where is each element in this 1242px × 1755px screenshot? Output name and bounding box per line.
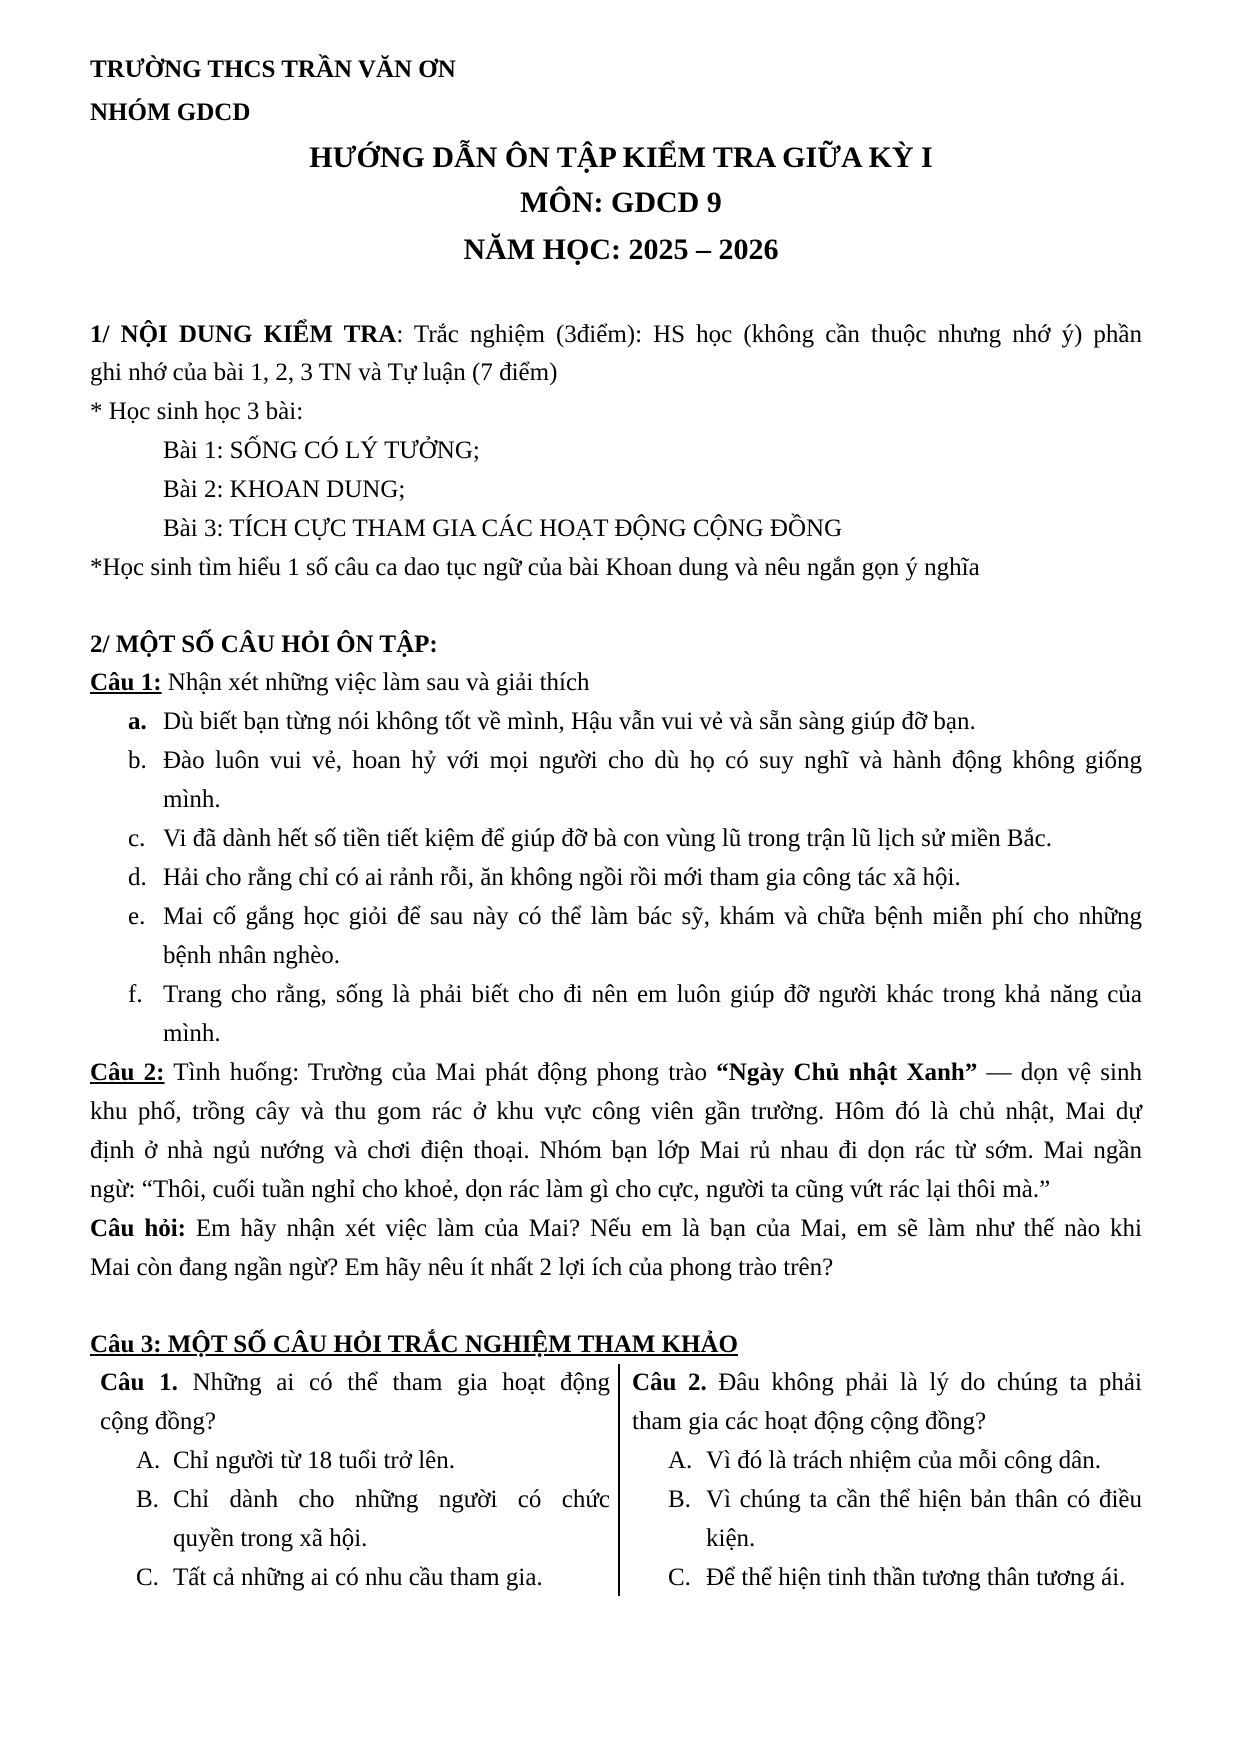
mc-right-label: Câu 2. [632, 1369, 707, 1396]
q1-label: Câu 1: [90, 669, 162, 696]
section1-line2: ghi nhớ của bài 1, 2, 3 TN và Tự luận (7 điểm) [90, 359, 558, 386]
section3-label: Câu 3: [90, 1331, 162, 1358]
mc-right-option-b-text-cont: kiện. [706, 1525, 756, 1552]
q2-campaign-name: “Ngày Chủ nhật Xanh” [716, 1059, 978, 1086]
q1-item-f-letter: f. [128, 981, 143, 1008]
q1-item-a-text: Dù biết bạn từng nói không tốt về mình, Hậu vẫn vui vẻ và sẵn sàng giúp đỡ bạn. [163, 708, 976, 735]
q2-line1 [90, 1058, 1142, 1088]
mc-left-option-b-letter: B. [136, 1486, 159, 1513]
q2-line1-post: — dọn vệ sinh [977, 1059, 1142, 1086]
section1-note: *Học sinh tìm hiểu 1 số câu ca dao tục ngữ của bài Khoan dung và nêu ngắn gọn ý nghĩa [90, 554, 980, 581]
q1-item-d-text: Hải cho rằng chỉ có ai rảnh rỗi, ăn không ngồi rồi mới tham gia công tác xã hội. [163, 864, 961, 891]
document-subject: MÔN: GDCD 9 [520, 186, 722, 219]
q2-ask-label: Câu hỏi: [90, 1215, 187, 1242]
mc-right-option-c-letter: C. [668, 1564, 691, 1591]
mc-left-option-b-text: Chỉ dành cho những người có chức [173, 1486, 610, 1513]
lesson-2: Bài 2: KHOAN DUNG; [163, 476, 406, 503]
section1-line1 [90, 320, 1142, 350]
q2-line4: ngừ: “Thôi, cuối tuần nghỉ cho khoẻ, dọn rác làm gì cho cực, người ta cũng vứt rác lại thôi mà.” [90, 1176, 1051, 1203]
document-year: NĂM HỌC: 2025 – 2026 [463, 233, 779, 266]
section1-intro: * Học sinh học 3 bài: [90, 398, 304, 425]
q1-item-c-letter: c. [128, 825, 146, 852]
q1-item-e-text-cont: bệnh nhân nghèo. [163, 942, 341, 969]
q2-line3: định ở nhà ngủ nướng và chơi điện thoại. Nhóm bạn lớp Mai rủ nhau đi dọn rác từ sớm. Mai ngần [90, 1137, 1142, 1164]
section2-heading: 2/ MỘT SỐ CÂU HỎI ÔN TẬP: [90, 631, 438, 658]
document-title: HƯỚNG DẪN ÔN TẬP KIỂM TRA GIỮA KỲ I [309, 141, 933, 174]
mc-left-option-a-text: Chỉ người từ 18 tuổi trở lên. [173, 1447, 456, 1474]
q1-item-b-text-cont: mình. [163, 786, 221, 813]
mc-left-label: Câu 1. [100, 1369, 178, 1396]
mc-left-line2: cộng đồng? [100, 1408, 216, 1435]
mc-left-option-b-text-cont: quyền trong xã hội. [173, 1525, 368, 1552]
mc-left-option-c-text: Tất cả những ai có nhu cầu tham gia. [173, 1564, 543, 1591]
mc-left-option-c-letter: C. [136, 1564, 159, 1591]
q1-item-d-letter: d. [128, 864, 147, 891]
q1-item-e-letter: e. [128, 903, 146, 930]
section3-heading [90, 1330, 738, 1360]
school-name: TRƯỜNG THCS TRẦN VĂN ƠN [90, 56, 456, 83]
section3-heading-text: MỘT SỐ CÂU HỎI TRẮC NGHIỆM THAM KHẢO [161, 1331, 738, 1358]
mc-right-option-a-text: Vì đó là trách nhiệm của mỗi công dân. [706, 1447, 1102, 1474]
q2-line1-pre: Tình huống: Trường của Mai phát động phong trào [164, 1059, 717, 1086]
mc-right-question [632, 1368, 1142, 1398]
mc-left-option-a-letter: A. [136, 1447, 161, 1474]
q1-item-e-text: Mai cố gắng học giỏi để sau này có thể làm bác sỹ, khám và chữa bệnh miễn phí cho những [163, 903, 1142, 930]
q2-line2: khu phố, trồng cây và thu gom rác ở khu vực công viên gần trường. Hôm đó là chủ nhật, Mai dự [90, 1098, 1142, 1125]
q2-ask-line2: Mai còn đang ngần ngừ? Em hãy nêu ít nhất 2 lợi ích của phong trào trên? [90, 1254, 834, 1281]
q1-item-a-letter: a. [128, 708, 147, 735]
mc-left-question [100, 1368, 610, 1398]
q1-prompt [90, 668, 590, 698]
lesson-3: Bài 3: TÍCH CỰC THAM GIA CÁC HOẠT ĐỘNG CỘNG ĐỒNG [163, 515, 843, 542]
q2-ask-text: Em hãy nhận xét việc làm của Mai? Nếu em là bạn của Mai, em sẽ làm như thế nào khi [186, 1215, 1143, 1242]
column-divider [618, 1364, 620, 1596]
mc-right-option-b-text: Vì chúng ta cần thể hiện bản thân có điều [706, 1486, 1142, 1513]
q2-ask-line1 [90, 1214, 1142, 1244]
q1-item-b-text: Đào luôn vui vẻ, hoan hỷ với mọi người cho dù họ có suy nghĩ và hành động không giống [163, 747, 1142, 774]
q1-item-c-text: Vi đã dành hết số tiền tiết kiệm để giúp đỡ bà con vùng lũ trong trận lũ lịch sử miền Bắc. [163, 825, 1052, 852]
q1-item-f-text-cont: mình. [163, 1020, 221, 1047]
section1-heading: 1/ NỘI DUNG KIỂM TRA [90, 321, 397, 348]
q1-text: Nhận xét những việc làm sau và giải thích [161, 669, 590, 696]
mc-right-line2: tham gia các hoạt động cộng đồng? [632, 1408, 987, 1435]
q1-item-b-letter: b. [128, 747, 147, 774]
section1-line1-text: : Trắc nghiệm (3điểm): HS học (không cần thuộc nhưng nhớ ý) phần [396, 321, 1143, 348]
mc-left-line1: Những ai có thể tham gia hoạt động [177, 1369, 610, 1396]
lesson-1: Bài 1: SỐNG CÓ LÝ TƯỞNG; [163, 437, 480, 464]
mc-right-option-c-text: Để thể hiện tinh thần tương thân tương ái. [706, 1564, 1126, 1591]
mc-right-option-b-letter: B. [668, 1486, 691, 1513]
mc-right-line1: Đâu không phải là lý do chúng ta phải [706, 1369, 1142, 1396]
mc-right-option-a-letter: A. [668, 1447, 693, 1474]
q1-item-f-text: Trang cho rằng, sống là phải biết cho đi nên em luôn giúp đỡ người khác trong khả năng của [163, 981, 1142, 1008]
group-name: NHÓM GDCD [90, 99, 251, 126]
q2-label: Câu 2: [90, 1059, 165, 1086]
